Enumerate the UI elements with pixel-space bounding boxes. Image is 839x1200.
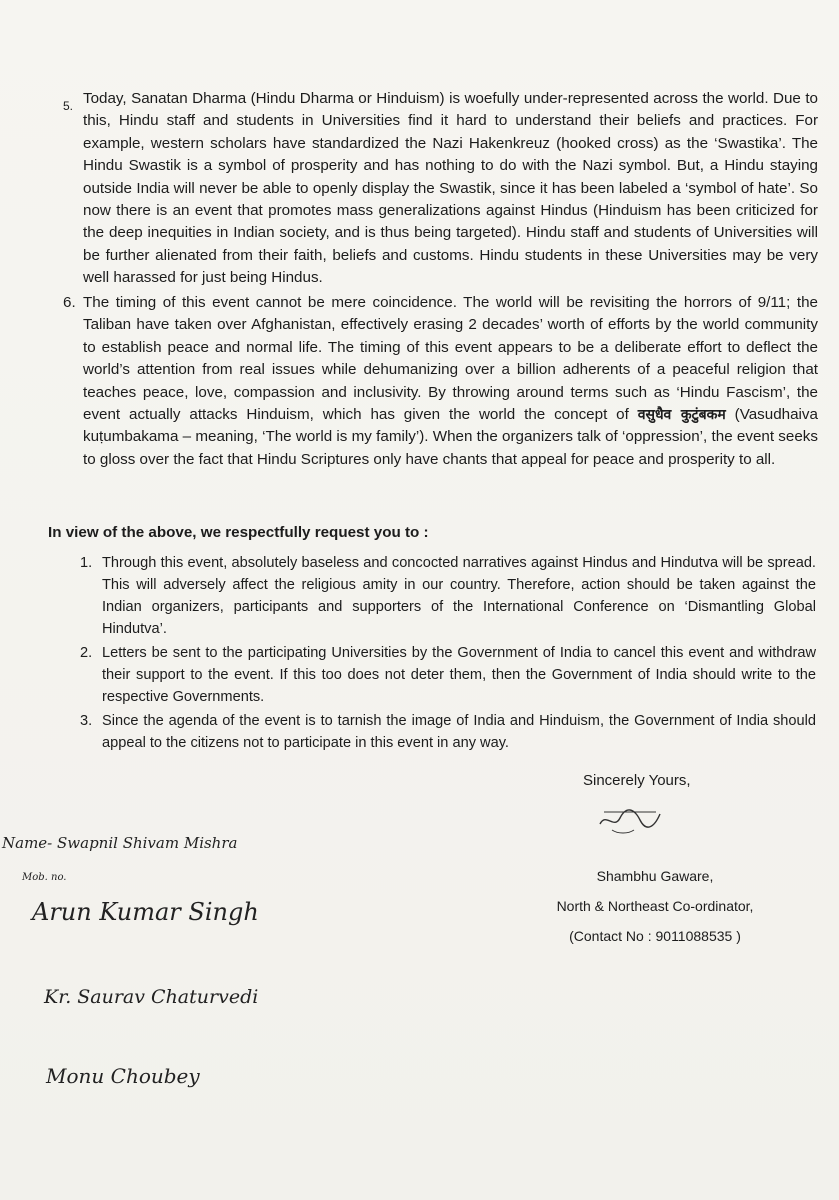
closing-salutation: Sincerely Yours,	[583, 772, 691, 789]
request-item: Through this event, absolutely baseless and concocted narratives against Hindus and Hindutva will be spread. This will adversely affect the religious amity in our country. Therefore, action should be taken against the Indian organizers, participants and supporters of the International Conference on ‘Dismantling Global Hindutva’.	[102, 555, 816, 637]
signatory-name: Shambhu Gaware,	[596, 868, 714, 884]
request-number: 1.	[80, 555, 93, 571]
point-number: 6.	[63, 294, 76, 311]
handwritten-name: Name- Swapnil Shivam Mishra	[2, 834, 238, 852]
request-heading: In view of the above, we respectfully request you to :	[48, 524, 429, 541]
handwritten-signature: Monu Choubey	[46, 1064, 200, 1088]
request-number: 3.	[80, 713, 93, 729]
point-6-text-after: (Vasudhaiva kuṭumbakama – meaning, ‘The world is my family’). When the organizers talk of ‘oppression’, the event seeks to gloss over the fact that Hindu Scriptures only have chants that appeal for peace and prosperity to all.	[83, 406, 818, 468]
handwritten-signature: Kr. Saurav Chaturvedi	[44, 986, 259, 1008]
point-6-text	[83, 292, 818, 471]
sanskrit-phrase: वसुधैव कुटुंबकम	[637, 407, 726, 424]
request-item: Since the agenda of the event is to tarnish the image of India and Hinduism, the Government of India should appeal to the citizens not to participate in this event in any way.	[102, 713, 816, 751]
signatory-role: North & Northeast Co-ordinator,	[556, 898, 754, 914]
signatory-contact: (Contact No : 9011088535 )	[569, 928, 741, 944]
handwritten-mob-label: Mob. no.	[22, 872, 67, 883]
point-number: 5.	[63, 99, 74, 113]
request-item: Letters be sent to the participating Universities by the Government of India to cancel this event and withdraw their support to the event. If this too does not deter them, then the Government of India should write to the respective Governments.	[102, 645, 816, 705]
request-number: 2.	[80, 645, 93, 661]
signature-mark	[594, 800, 666, 840]
handwritten-signature: Arun Kumar Singh	[32, 898, 259, 926]
point-6-text-before: The timing of this event cannot be mere coincidence. The world will be revisiting the horrors of 9/11; the Taliban have taken over Afghanistan, effectively erasing 2 decades’ worth of efforts by the world community to establish peace and normal life. The timing of this event appears to be a deliberate effort to deflect the world’s attention from real issues while dehumanizing over a billion adherents of a peaceful religion that teaches peace, love, compassion and inclusivity. By throwing around terms such as ‘Hindu Fascism’, the event actually attacks Hinduism, which has given the world the concept of	[83, 294, 818, 424]
point-5-text: Today, Sanatan Dharma (Hindu Dharma or Hinduism) is woefully under-represented across the world. Due to this, Hindu staff and students in Universities find it hard to understand their beliefs and practices. For example, western scholars have standardized the Nazi Hakenkreuz (hooked cross) as the ‘Swastika’. The Hindu Swastik is a symbol of prosperity and has nothing to do with the Nazi symbol. But, a Hindu staying outside India will never be able to openly display the Swastik, since it has been labeled a ‘symbol of hate’. So now there is an event that promotes mass generalizations against Hindus (Hinduism has been criticized for the deep inequities in Indian society, and is thus being targeted). Hindu staff and students of Universities will be further alienated from their faith, beliefs and customs. Hindu students in these Universities may be very well harassed for just being Hindus.	[83, 90, 818, 287]
